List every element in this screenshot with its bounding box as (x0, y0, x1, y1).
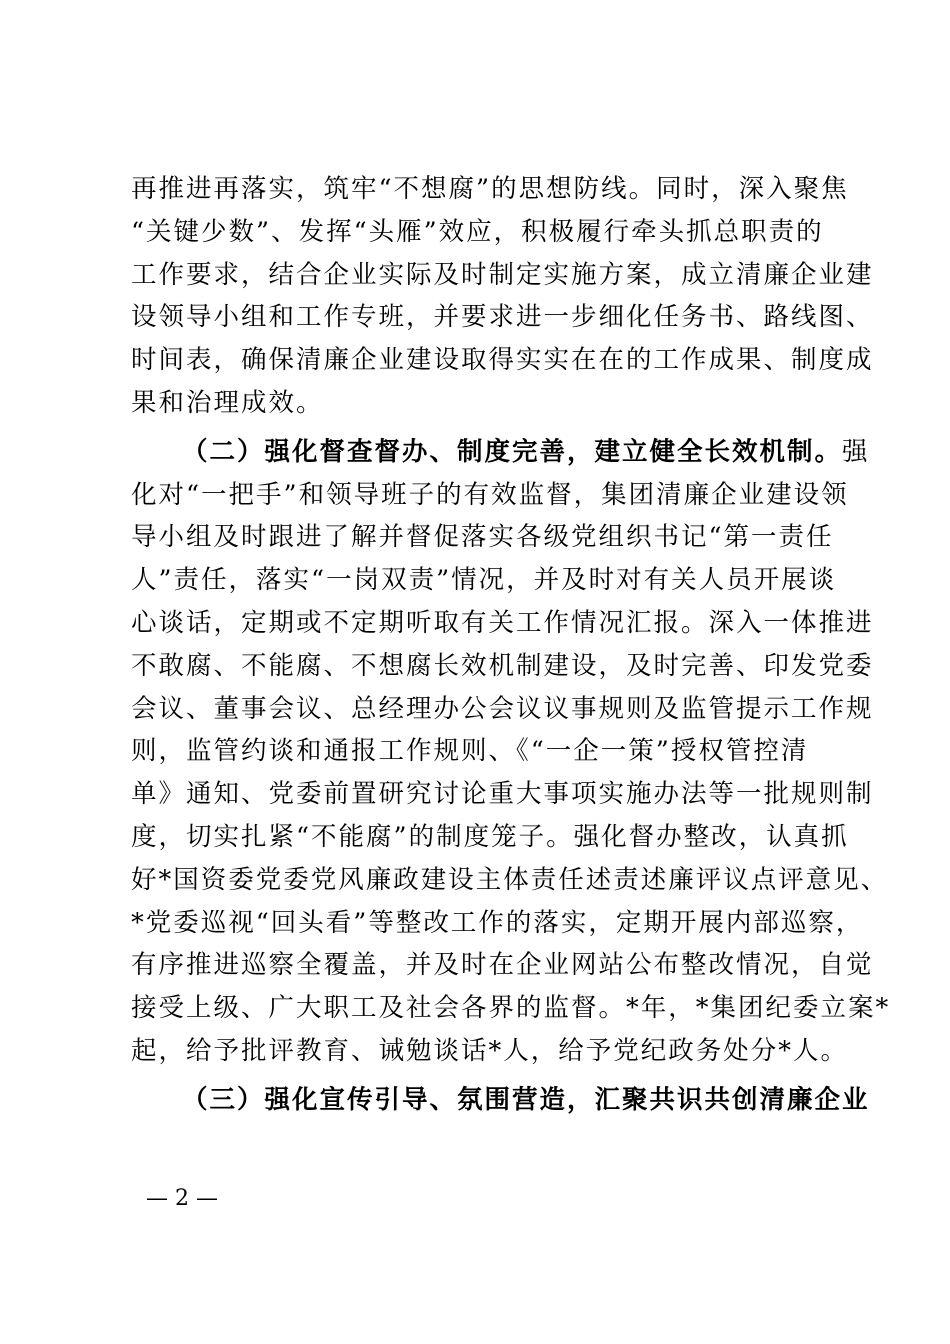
paragraph-line: 会议、董事会议、总经理办公会议议事规则及监管提示工作规 (131, 694, 874, 724)
paragraph-line: “关键少数”、发挥“头雁”效应，积极履行牵头抓总职责的 (131, 217, 824, 247)
page-number: — 2 — (146, 1186, 218, 1211)
paragraph-line: *党委巡视“回头看”等整改工作的落实，定期开展内部巡察， (131, 908, 864, 938)
section-3-heading: （三）强化宣传引导、氛围营造，汇聚共识共创清廉企业 (182, 1085, 870, 1115)
paragraph-line: 有序推进巡察全覆盖，并及时在企业网站公布整改情况，自觉 (131, 950, 874, 980)
paragraph-line: 不敢腐、不能腐、不想腐长效机制建设，及时完善、印发党委 (131, 651, 874, 681)
paragraph-line: 化对“一把手”和领导班子的有效监督，集团清廉企业建设领 (131, 480, 849, 510)
paragraph-line: 人”责任，落实“一岗双责”情况，并及时对有关人员开展谈 (131, 565, 837, 595)
paragraph-line: 起，给予批评教育、诫勉谈话*人，给予党纪政务处分*人。 (131, 1036, 849, 1066)
paragraph-line: 工作要求，结合企业实际及时制定实施方案，成立清廉企业建 (131, 260, 874, 290)
paragraph-line: 度，切实扎紧“不能腐”的制度笼子。强化督办整改，认真抓 (131, 822, 849, 852)
paragraph-line: 果和治理成效。 (131, 388, 324, 418)
section-2-first-line-text: 强 (842, 437, 870, 467)
paragraph-line: 接受上级、广大职工及社会各界的监督。*年，*集团纪委立案* (131, 993, 891, 1023)
paragraph-line: 则，监管约谈和通报工作规则、《“一企一策”授权管控清 (131, 736, 809, 766)
paragraph-line: 设领导小组和工作专班，并要求进一步细化任务书、路线图、 (131, 302, 874, 332)
paragraph-line: 好*国资委党委党风廉政建设主体责任述责述廉评议点评意见、 (131, 865, 889, 895)
paragraph-line: 导小组及时跟进了解并督促落实各级党组织书记“第一责任 (131, 522, 834, 552)
section-heading-line (182, 434, 870, 470)
section-2-heading: （二）强化督查督办、制度完善，建立健全长效机制。 (182, 437, 843, 467)
paragraph-line: 再推进再落实，筑牢“不想腐”的思想防线。同时，深入聚焦 (131, 174, 849, 204)
paragraph-line: 时间表，确保清廉企业建设取得实实在在的工作成果、制度成 (131, 345, 874, 375)
paragraph-line: 心谈话，定期或不定期听取有关工作情况汇报。深入一体推进 (131, 608, 874, 638)
paragraph-line: 单》通知、党委前置研究讨论重大事项实施办法等一批规则制 (131, 779, 874, 809)
